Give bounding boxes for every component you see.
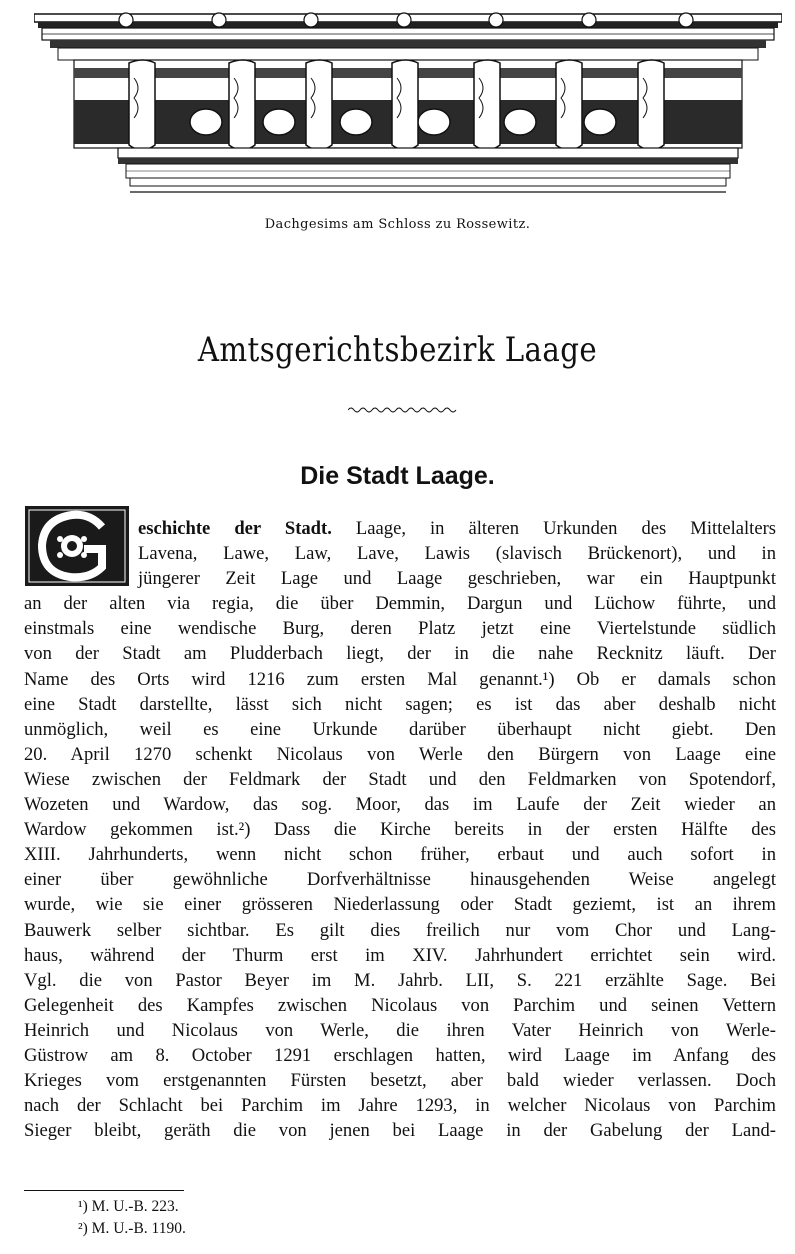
text-line: Güstrow am 8. October 1291 erschlagen hatten, wird Laage im Anfang des [24,1044,776,1066]
text-line: eine Stadt darstellte, lässt sich nicht sagen; es ist das aber deshalb nicht [24,693,776,715]
text-line [24,516,776,541]
run-in-heading: eschichte der Stadt. [138,518,332,539]
text-line: Lavena, Lawe, Law, Lave, Lawis (slavisch Brückenort), und in [138,543,776,565]
text-line: wurde, wie sie einer grösseren Niederlassung oder Stadt geziemt, ist an ihrem [24,894,776,916]
text-line-rest: Laage, in älteren Urkunden des Mittelalters [355,518,777,539]
text-line: Krieges vom erstgenannten Fürsten besetzt, aber bald wieder verlassen. Doch [24,1070,776,1092]
text-line: Heinrich und Nicolaus von Werle, die ihren Vater Heinrich von Werle- [24,1019,776,1041]
text-line: Bauwerk selber sichtbar. Es gilt dies freilich nur vom Chor und Lang- [24,919,776,941]
text-line: XIII. Jahrhunderts, wenn nicht schon früher, erbaut und auch sofort in [24,844,776,866]
text-line: haus, während der Thurm erst im XIV. Jahrhundert errichtet sein wird. [24,944,776,966]
text-line: Gelegenheit des Kampfes zwischen Nicolaus von Parchim und seinen Vettern [24,994,776,1016]
footnote-2: ²) M. U.-B. 1190. [78,1220,186,1237]
text-line: jüngerer Zeit Lage und Laage geschrieben, war ein Hauptpunkt [138,568,776,590]
decorative-divider [348,404,460,416]
text-line: 20. April 1270 schenkt Nicolaus von Werle den Bürgern von Laage eine [24,743,776,765]
figure-caption: Dachgesims am Schloss zu Rossewitz. [264,217,531,232]
text-line: an der alten via regia, die über Demmin, Dargun und Lüchow führte, und [24,593,776,615]
text-line: einstmals eine wendische Burg, deren Platz jetzt eine Viertelstunde südlich [24,618,776,640]
cornice-illustration [34,8,782,198]
text-line: Sieger bleibt, geräth die von jenen bei Laage in der Gabelung der Land- [24,1120,776,1142]
footnote-1: ¹) M. U.-B. 223. [78,1198,179,1215]
text-line: von der Stadt am Pludderbach liegt, der in die nahe Recknitz läuft. Der [24,643,776,665]
district-heading: Amtsgerichtsbezirk Laage [197,330,598,370]
body-text [24,516,776,1143]
town-heading: Die Stadt Laage. [300,462,495,490]
text-line: unmöglich, weil es eine Urkunde darüber überhaupt nicht giebt. Den [24,718,776,740]
text-line: Wozeten und Wardow, das sog. Moor, das im Laufe der Zeit wieder an [24,794,776,816]
text-line: einer über gewöhnliche Dorfverhältnisse hinausgehenden Weise angelegt [24,869,776,891]
footnote-divider [24,1190,184,1191]
text-line: Name des Orts wird 1216 zum ersten Mal genannt.¹) Ob er damals schon [24,668,776,690]
text-line: Vgl. die von Pastor Beyer im M. Jahrb. LII, S. 221 erzählte Sage. Bei [24,969,776,991]
text-line: Wardow gekommen ist.²) Dass die Kirche bereits in der ersten Hälfte des [24,819,776,841]
footnotes [78,1196,186,1240]
text-line: nach der Schlacht bei Parchim im Jahre 1293, in welcher Nicolaus von Parchim [24,1095,776,1117]
text-line: Wiese zwischen der Feldmark der Stadt und den Feldmarken von Spotendorf, [24,768,776,790]
